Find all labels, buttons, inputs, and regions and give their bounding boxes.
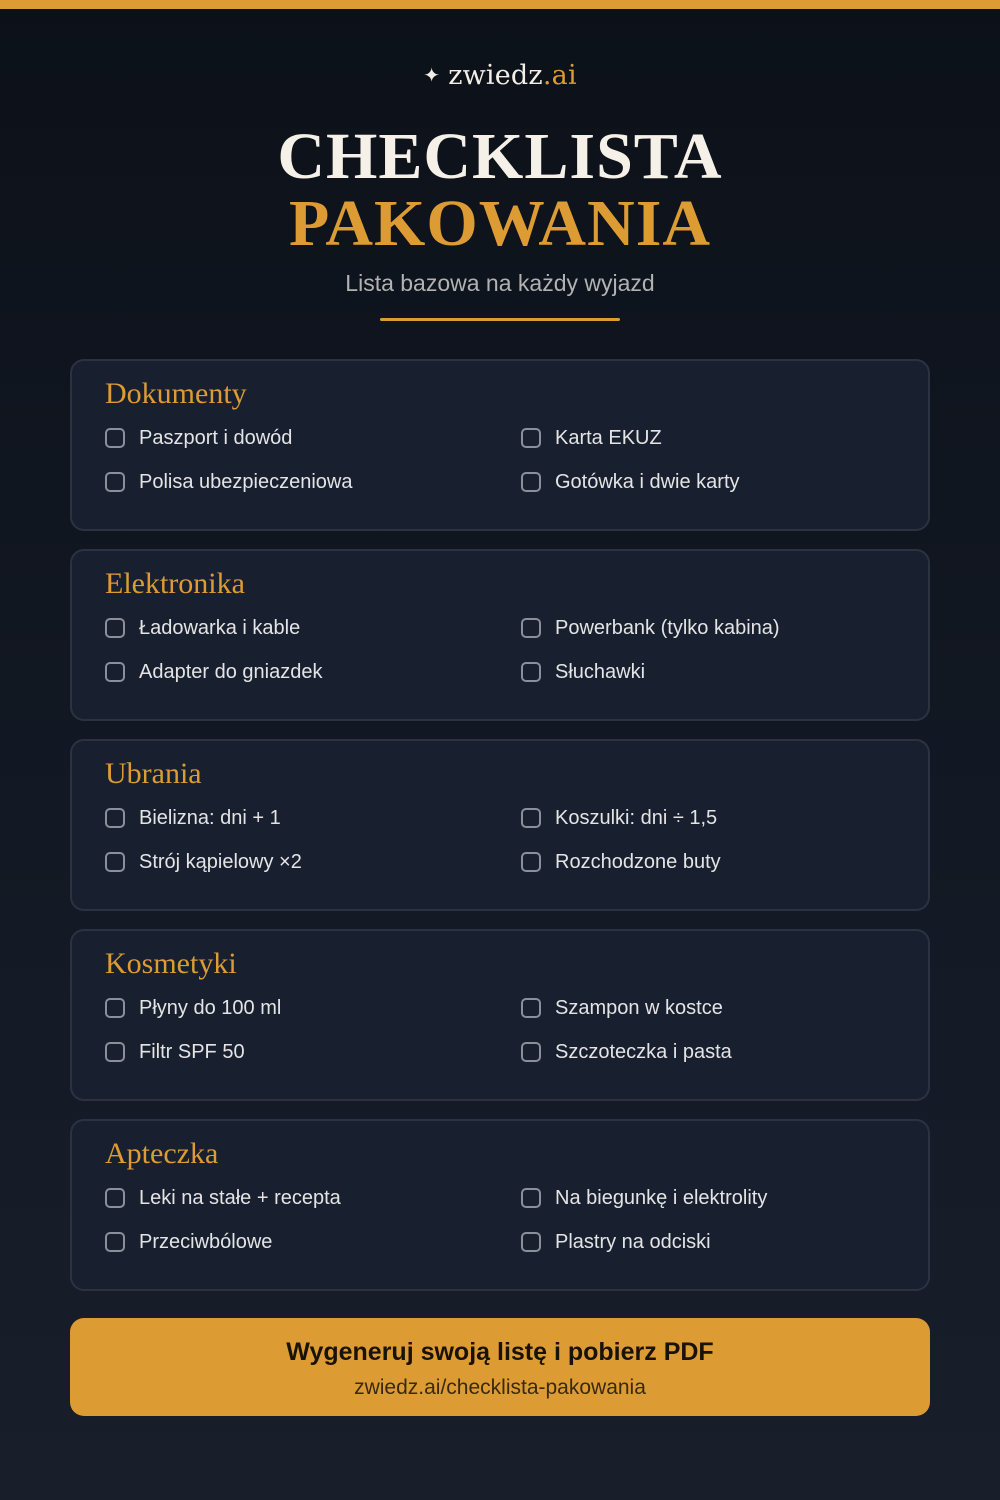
checklist-item-label: Leki na stałe + recepta [139,1186,341,1209]
checklist-item-label: Karta EKUZ [555,426,662,449]
checkbox[interactable] [521,472,541,492]
checklist-item-label: Słuchawki [555,660,646,683]
checkbox[interactable] [105,1042,125,1062]
checkbox[interactable] [521,618,541,638]
page-title-line1: CHECKLISTA [277,120,723,193]
checklist-item[interactable] [105,995,281,1021]
checkbox[interactable] [105,852,125,872]
checkbox[interactable] [105,998,125,1018]
checklist-item-label: Szczoteczka i pasta [555,1040,732,1063]
checkbox[interactable] [521,998,541,1018]
checklist-item[interactable] [105,659,322,685]
cta-title: Wygeneruj swoją listę i pobierz PDF [286,1338,714,1366]
checklist-item[interactable] [521,425,662,451]
cta-url-link[interactable]: zwiedz.ai/checklista-pakowania [354,1376,646,1399]
checklist-item-label: Rozchodzone buty [555,850,721,873]
top-accent-bar [0,0,1000,9]
checklist-item-label: Powerbank (tylko kabina) [555,616,780,639]
checklist-item-label: Polisa ubezpieczeniowa [139,470,353,493]
checklist-item[interactable] [521,469,740,495]
brand-logo [0,60,1000,91]
page-title-line2: PAKOWANIA [288,187,712,260]
checkbox[interactable] [105,618,125,638]
generate-pdf-button[interactable] [70,1318,930,1416]
checklist-item[interactable] [521,805,717,831]
section-card-kosmetyki [70,929,930,1101]
checkbox[interactable] [105,428,125,448]
checklist-item-label: Adapter do gniazdek [139,660,323,683]
brand-name: zwiedz [448,60,543,91]
checklist-item-label: Płyny do 100 ml [139,996,282,1019]
checklist-item[interactable] [105,615,300,641]
section-card-apteczka [70,1119,930,1291]
checklist-item[interactable] [105,805,281,831]
checkbox[interactable] [105,808,125,828]
sparkle-icon: ✦ [423,63,441,87]
checklist-item[interactable] [105,1229,272,1255]
checklist-item[interactable] [105,425,292,451]
checklist-item-label: Strój kąpielowy ×2 [139,850,302,873]
section-card-dokumenty [70,359,930,531]
checklist-item[interactable] [105,1185,341,1211]
section-title: Ubrania [105,757,202,790]
checkbox[interactable] [521,1042,541,1062]
header-divider [380,318,620,321]
checkbox[interactable] [105,472,125,492]
section-title: Apteczka [105,1137,219,1170]
checkbox[interactable] [105,662,125,682]
section-title: Kosmetyki [105,947,237,980]
checklist-item-label: Bielizna: dni + 1 [139,806,281,829]
checklist-item-label: Gotówka i dwie karty [555,470,740,493]
checklist-item-label: Szampon w kostce [555,996,723,1019]
checklist-item-label: Koszulki: dni ÷ 1,5 [555,806,718,829]
page-subtitle: Lista bazowa na każdy wyjazd [345,270,655,296]
section-title: Dokumenty [105,377,247,410]
checklist-item-label: Paszport i dowód [139,426,293,449]
checklist-item[interactable] [105,849,302,875]
section-card-ubrania [70,739,930,911]
checklist-item[interactable] [105,469,352,495]
checklist-item[interactable] [105,1039,245,1065]
checkbox[interactable] [105,1188,125,1208]
checkbox[interactable] [521,1232,541,1252]
brand-suffix: .ai [542,60,577,91]
checklist-item[interactable] [521,615,780,641]
checkbox[interactable] [521,662,541,682]
checkbox[interactable] [521,1188,541,1208]
checklist-item[interactable] [521,1039,732,1065]
section-card-elektronika [70,549,930,721]
checklist-item-label: Ładowarka i kable [139,616,301,639]
checklist-item-label: Filtr SPF 50 [139,1040,245,1063]
checkbox[interactable] [105,1232,125,1252]
checklist-item[interactable] [521,1229,711,1255]
checkbox[interactable] [521,852,541,872]
checklist-item-label: Plastry na odciski [555,1230,711,1253]
checklist-item[interactable] [521,995,723,1021]
checkbox[interactable] [521,428,541,448]
checkbox[interactable] [521,808,541,828]
checklist-item[interactable] [521,849,721,875]
section-title: Elektronika [105,567,245,600]
checklist-item[interactable] [521,659,645,685]
checklist-item[interactable] [521,1185,767,1211]
checklist-item-label: Przeciwbólowe [139,1230,273,1253]
checklist-item-label: Na biegunkę i elektrolity [555,1186,768,1209]
